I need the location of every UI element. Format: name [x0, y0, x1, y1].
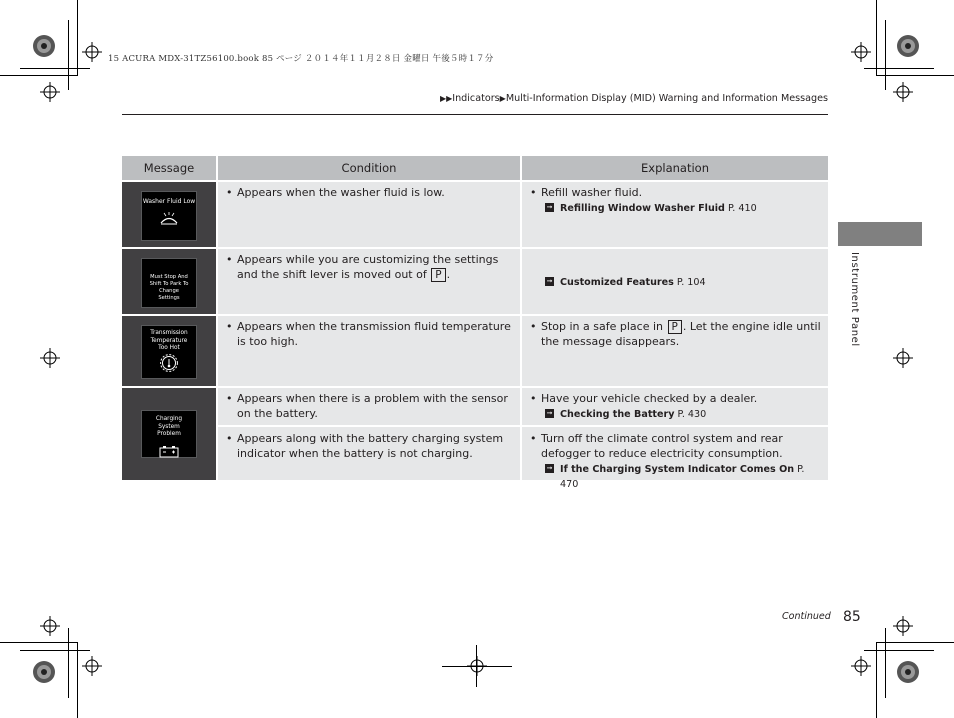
transmission-temperature-icon — [160, 354, 178, 372]
mid-screen-text: Transmission Temperature Too Hot — [150, 330, 188, 351]
message-image — [122, 249, 216, 314]
reference-arrow-icon: ➞ — [546, 277, 553, 285]
condition-text: • Appears when the transmission fluid temperature is too high. — [222, 319, 516, 349]
condition-cell — [218, 388, 520, 425]
explanation-cell — [522, 182, 828, 247]
reference-title: If the Charging System Indicator Comes On — [560, 464, 795, 475]
column-header: Message — [122, 156, 216, 180]
reference-title: Checking the Battery — [560, 409, 675, 420]
condition-text: • Appears when there is a problem with the sensor on the battery. — [222, 391, 516, 421]
condition-text: • Appears along with the battery charging system indicator when the battery is not charging. — [222, 431, 516, 461]
reference-page: P. 410 — [724, 203, 757, 214]
reference-page: P. 430 — [674, 409, 707, 420]
explanation-text: • Stop in a safe place in P . Let the engine idle until the message disappears. — [526, 319, 824, 349]
page-reference — [526, 275, 824, 290]
park-position-icon: P — [668, 320, 682, 334]
crosshair-icon — [82, 656, 102, 676]
mid-screen-text: Must Stop And Shift To Park To Change Settings — [149, 274, 189, 301]
message-image — [122, 388, 216, 480]
explanation-text: • Have your vehicle checked by a dealer. — [526, 391, 824, 406]
crosshair-icon — [893, 82, 913, 102]
page-reference — [526, 462, 824, 492]
reference-title: Refilling Window Washer Fluid — [560, 203, 725, 214]
crosshair-icon — [40, 616, 60, 636]
column-header: Condition — [218, 156, 520, 180]
crosshair-icon — [893, 348, 913, 368]
registration-wheel-icon — [896, 660, 920, 684]
mid-screen — [141, 258, 197, 308]
breadcrumb — [440, 93, 828, 104]
condition-text: • Appears while you are customizing the settings and the shift lever is moved out of P . — [222, 252, 516, 282]
explanation-cell — [522, 316, 828, 386]
explanation-cell — [522, 388, 828, 425]
explanation-cell — [522, 249, 828, 314]
condition-text: • Appears when the washer fluid is low. — [222, 185, 516, 200]
mid-screen — [141, 410, 197, 458]
breadcrumb-item: Indicators — [452, 93, 500, 104]
mid-screen — [141, 325, 197, 379]
reference-page: P. 470 — [560, 464, 805, 490]
breadcrumb-item: Multi-Information Display (MID) Warning and Information Messages — [505, 93, 828, 104]
registration-wheel-icon — [32, 660, 56, 684]
crosshair-icon — [82, 42, 102, 62]
explanation-cell — [522, 427, 828, 490]
triangle-right-icon: ▶▶ — [439, 94, 453, 103]
park-position-icon: P — [431, 268, 445, 282]
battery-icon — [159, 445, 179, 458]
section-label: Instrument Panel — [849, 252, 860, 347]
condition-cell — [218, 249, 520, 314]
mid-screen-text: Washer Fluid Low — [142, 198, 196, 205]
mid-screen — [141, 191, 197, 241]
triangle-right-icon: ▶ — [499, 94, 506, 103]
condition-cell — [218, 316, 520, 386]
reference-arrow-icon: ➞ — [546, 409, 553, 417]
message-image — [122, 182, 216, 247]
crosshair-icon — [40, 348, 60, 368]
condition-cell — [218, 182, 520, 247]
print-info: 15 ACURA MDX-31TZ56100.book 85 ページ ２０１４年１１月２８日 金曜日 午後５時１７分 — [108, 54, 494, 64]
column-header: Explanation — [522, 156, 828, 180]
crosshair-icon — [851, 656, 871, 676]
page-reference — [526, 407, 824, 422]
page-reference — [526, 201, 824, 216]
registration-wheel-icon — [32, 34, 56, 58]
header-rule — [122, 114, 828, 115]
explanation-text: • Refill washer fluid. — [526, 185, 824, 200]
continued-label: Continued — [782, 611, 831, 622]
mid-screen-text: Charging System Problem — [155, 416, 183, 437]
crosshair-icon — [40, 82, 60, 102]
message-image — [122, 316, 216, 386]
crosshair-icon — [851, 42, 871, 62]
reference-page: P. 104 — [673, 277, 706, 288]
page-number: 85 — [843, 609, 861, 625]
explanation-text: • Turn off the climate control system and rear defogger to reduce electricity consumption. — [526, 431, 824, 461]
section-tab — [838, 222, 922, 246]
condition-cell — [218, 427, 520, 480]
reference-arrow-icon: ➞ — [546, 203, 553, 211]
reference-arrow-icon: ➞ — [546, 464, 553, 472]
crosshair-icon — [893, 616, 913, 636]
reference-title: Customized Features — [560, 277, 674, 288]
washer-fluid-icon — [158, 212, 180, 226]
registration-wheel-icon — [896, 34, 920, 58]
